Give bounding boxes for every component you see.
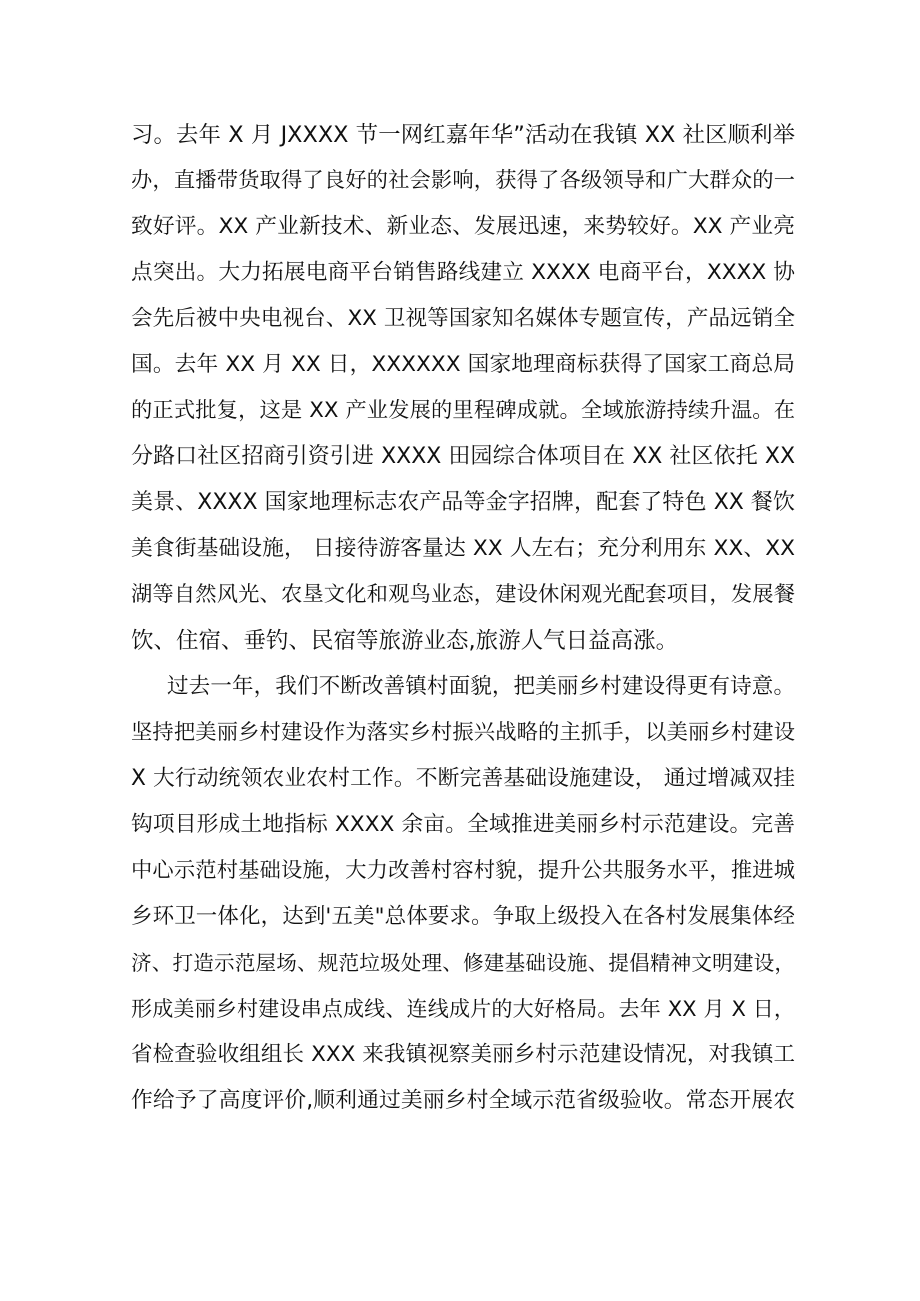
- text-line: 省检查验收组组长 XXX 来我镇视察美丽乡村示范建设情况，对我镇工: [131, 1042, 795, 1067]
- text-line: 分路口社区招商引资引进 XXXX 田园综合体项目在 XX 社区依托 XX: [131, 444, 795, 469]
- text-line: 国。去年 XX 月 XX 日，XXXXXX 国家地理商标获得了国家工商总局: [131, 352, 795, 377]
- text-line: 作给予了高度评价,顺利通过美丽乡村全域示范省级验收。常态开展农: [131, 1088, 795, 1113]
- text-line: 乡环卫一体化，达到'五美"总体要求。争取上级投入在各村发展集体经: [131, 904, 795, 929]
- text-line: 的正式批复，这是 XX 产业发展的里程碑成就。全域旅游持续升温。在: [131, 398, 795, 423]
- text-line: 致好评。XX 产业新技术、新业态、发展迅速，来势较好。XX 产业亮: [131, 214, 795, 239]
- body-text: [131, 112, 795, 1124]
- text-line: 济、打造示范屋场、规范垃圾处理、修建基础设施、提倡精神文明建设，: [131, 951, 795, 975]
- text-line: 中心示范村基础设施，大力改善村容村貌，提升公共服务水平，推进城: [131, 858, 795, 883]
- text-line: 会先后被中央电视台、XX 卫视等国家知名媒体专题宣传，产品远销全: [131, 306, 795, 331]
- text-line: 办，直播带货取得了良好的社会影响，获得了各级领导和广大群众的一: [131, 168, 795, 193]
- text-line: 习。去年 X 月 JXXXX 节一网红嘉年华”活动在我镇 XX 社区顺利举: [131, 122, 795, 148]
- text-line: 钩项目形成土地指标 XXXX 余亩。全域推进美丽乡村示范建设。完善: [131, 812, 795, 837]
- text-line: X 大行动统领农业农村工作。不断完善基础设施建设， 通过增减双挂: [131, 766, 795, 791]
- text-line: 坚持把美丽乡村建设作为落实乡村振兴战略的主抓手，以美丽乡村建设: [131, 720, 795, 745]
- text-line: 形成美丽乡村建设串点成线、连线成片的大好格局。去年 XX 月 X 日，: [131, 996, 795, 1021]
- text-line: 湖等自然风光、农垦文化和观鸟业态，建设休闲观光配套项目，发展餐: [131, 582, 795, 607]
- text-line: 美景、XXXX 国家地理标志农产品等金字招牌，配套了特色 XX 餐饮: [131, 490, 795, 515]
- text-line: 过去一年，我们不断改善镇村面貌，把美丽乡村建设得更有诗意。: [167, 674, 795, 699]
- text-line: 饮、住宿、垂钓、民宿等旅游业态,旅游人气日益高涨。: [131, 628, 679, 654]
- text-line: 美食街基础设施， 日接待游客量达 XX 人左右；充分利用东 XX、XX: [131, 536, 795, 561]
- text-line: 点突出。大力拓展电商平台销售路线建立 XXXX 电商平台，XXXX 协: [131, 260, 795, 285]
